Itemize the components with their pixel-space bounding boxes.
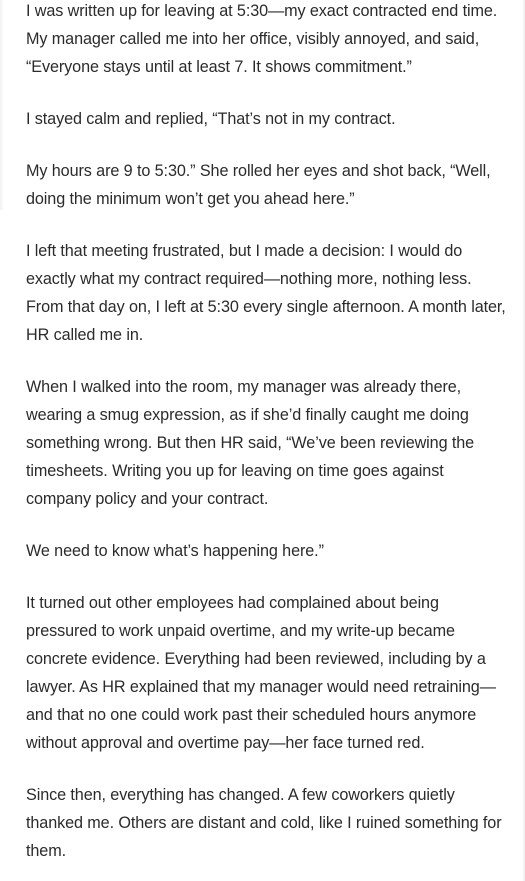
paragraph-hr-meeting: When I walked into the room, my manager was already there, wearing a smug expression, as if she’d finally caught me doing something wrong. But then HR said, “We’ve been reviewing the timesheets. Writing you up for leaving on time goes against company policy and your contract.	[26, 378, 475, 508]
paragraph-aftermath: Since then, everything has changed. A few coworkers quietly thanked me. Others are distant and cold, like I ruined something for them.	[26, 786, 502, 860]
paragraph-hr-question: We need to know what’s happening here.”	[26, 542, 324, 560]
paragraph-stayed-calm: I stayed calm and replied, “That’s not in my contract.	[26, 110, 396, 128]
paragraph-decision: I left that meeting frustrated, but I made a decision: I would do exactly what my contract required—nothing more, nothing less. From that day on, I left at 5:30 every single afternoon. A month later, HR called me in.	[26, 242, 506, 344]
left-edge-shadow	[0, 0, 4, 210]
article-body	[26, 0, 511, 881]
paragraph-outcome: It turned out other employees had complained about being pressured to work unpaid overtime, and my write-up became concrete evidence. Everything had been reviewed, including by a lawyer. As HR explained that my manager would need retraining—and that no one could work past their scheduled hours anymore without approval and overtime pay—her face turned red.	[26, 594, 496, 752]
paragraph-write-up: I was written up for leaving at 5:30—my exact contracted end time. My manager called me into her office, visibly annoyed, and said, “Everyone stays until at least 7. It shows commitment.”	[26, 2, 498, 76]
paragraph-hours: My hours are 9 to 5:30.” She rolled her eyes and shot back, “Well, doing the minimum won’t get you ahead here.”	[26, 162, 491, 208]
